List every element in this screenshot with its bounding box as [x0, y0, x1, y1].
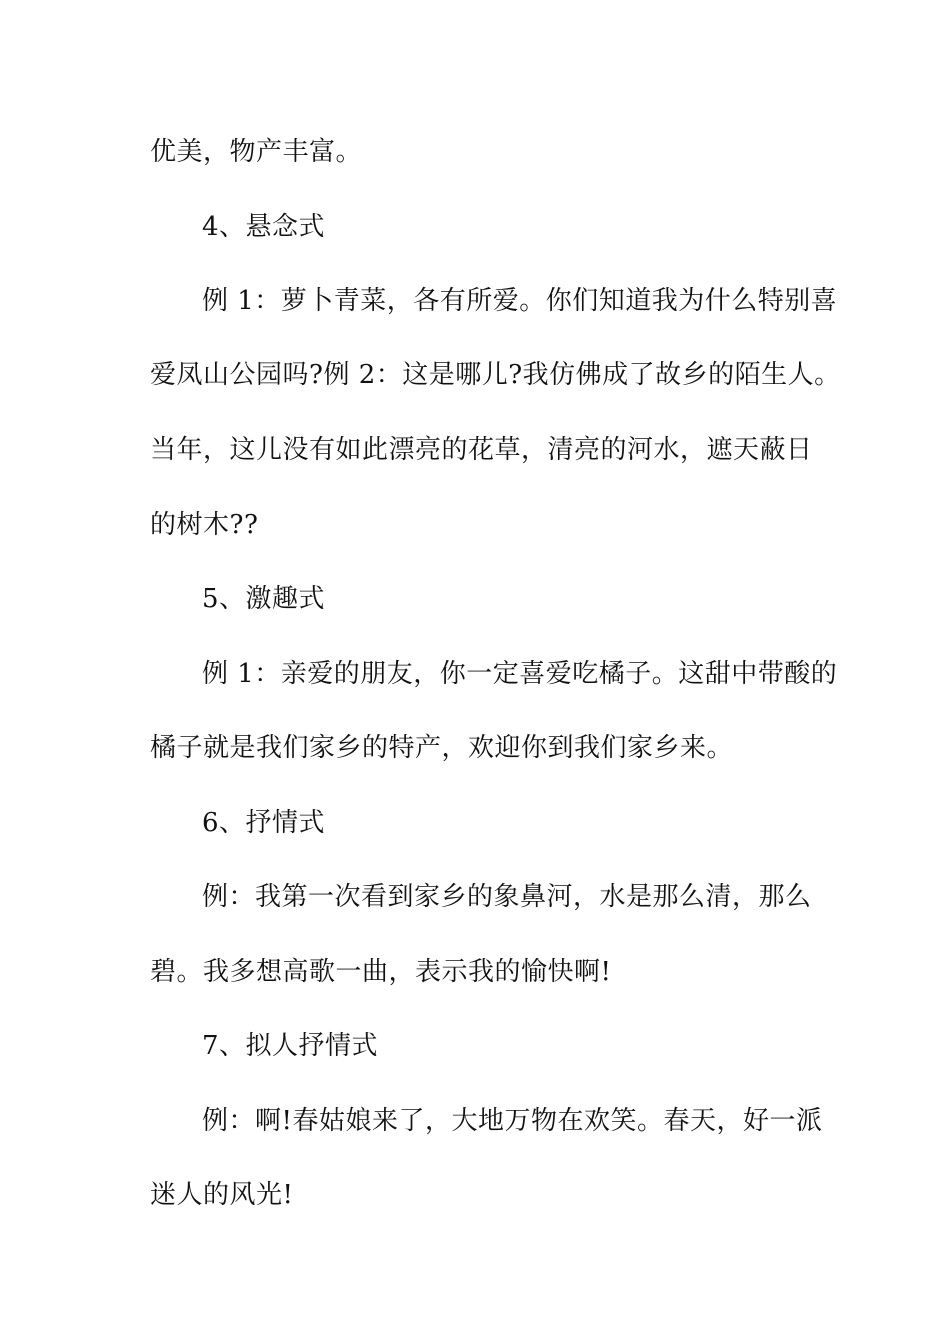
paragraph-line: 例：我第一次看到家乡的象鼻河，水是那么清，那么 — [202, 882, 812, 912]
paragraph-line: 的树木?? — [150, 510, 259, 540]
paragraph-line: 爱凤山公园吗?例 2：这是哪儿?我仿佛成了故乡的陌生人。 — [150, 360, 841, 390]
section-heading: 7、拟人抒情式 — [202, 1031, 379, 1061]
section-heading: 6、抒情式 — [202, 808, 326, 838]
section-heading: 5、激趣式 — [202, 584, 326, 614]
paragraph-line: 例 1：亲爱的朋友，你一定喜爱吃橘子。这甜中带酸的 — [202, 659, 838, 689]
section-heading: 4、悬念式 — [202, 212, 326, 242]
paragraph-line: 迷人的风光! — [150, 1180, 294, 1210]
paragraph-line: 碧。我多想高歌一曲，表示我的愉快啊! — [150, 957, 612, 987]
paragraph-line: 例：啊!春姑娘来了，大地万物在欢笑。春天，好一派 — [202, 1106, 823, 1136]
paragraph-line: 优美，物产丰富。 — [150, 137, 363, 167]
paragraph-line: 例 1：萝卜青菜，各有所爱。你们知道我为什么特别喜 — [202, 286, 838, 316]
paragraph-line: 橘子就是我们家乡的特产，欢迎你到我们家乡来。 — [150, 733, 734, 763]
paragraph-line: 当年，这儿没有如此漂亮的花草，清亮的河水，遮天蔽日 — [150, 435, 813, 465]
